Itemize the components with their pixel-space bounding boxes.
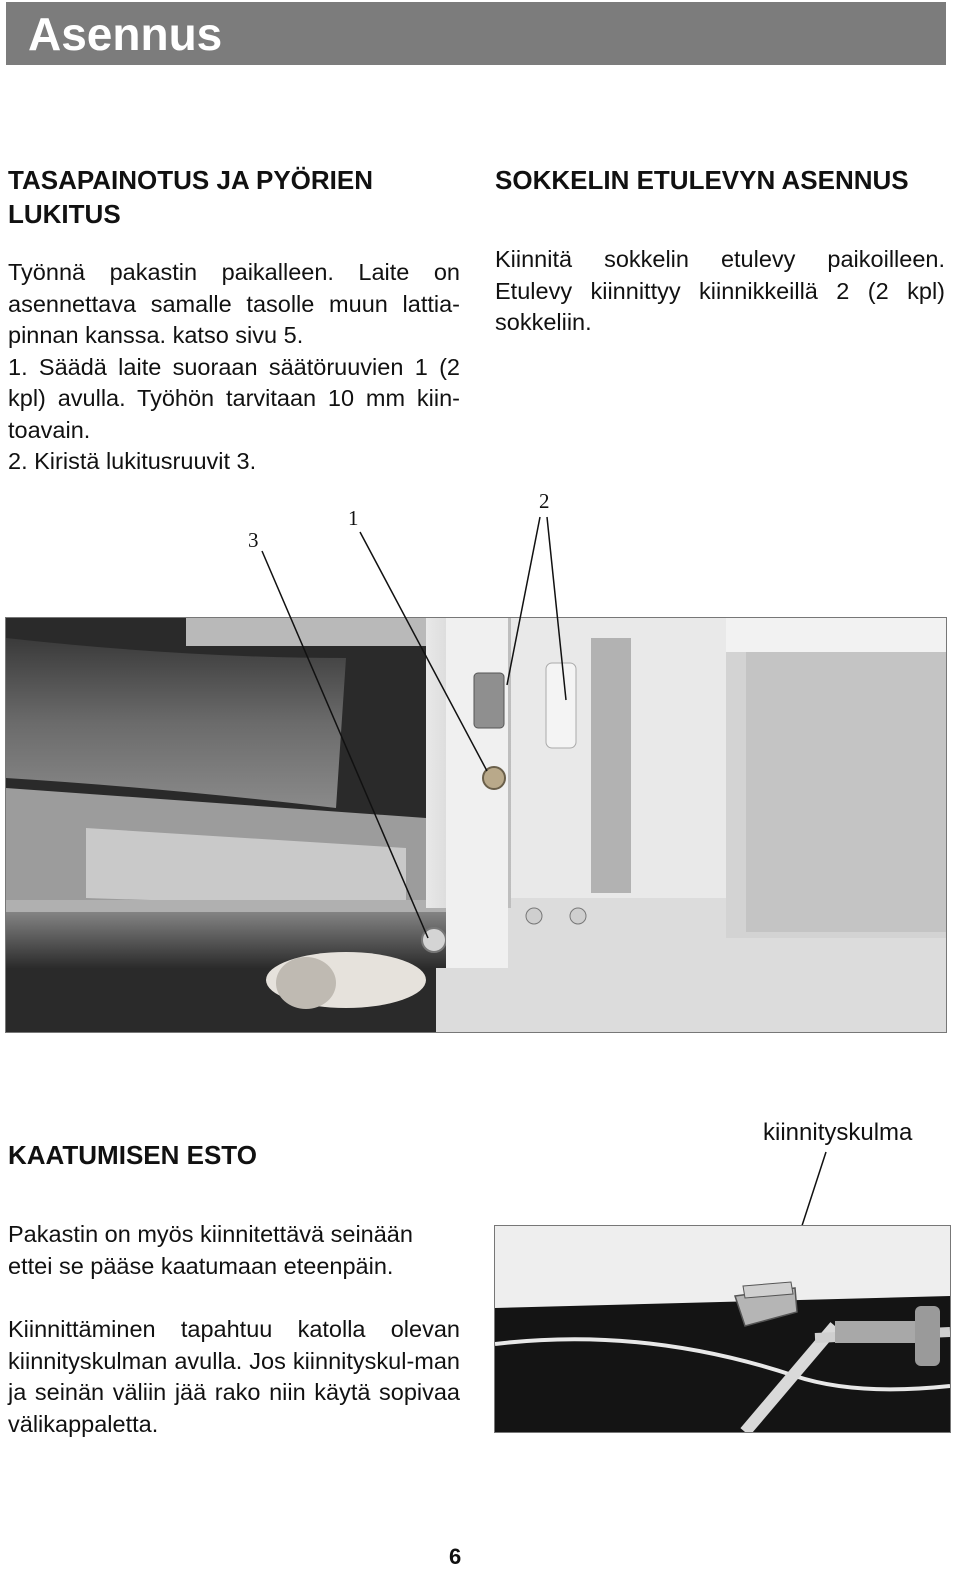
plinth-paragraph: Kiinnitä sokkelin etulevy paikoilleen. Etulevy kiinnittyy kiinnikkeillä 2 (2 kpl) sokkeliin. [495, 246, 945, 335]
tip-prevention-paragraph-2: Kiinnittäminen tapahtuu katolla olevan kiinnityskulman avulla. Jos kiinnityskul-man ja seinän väliin jää rako niin käytä sopivaa välikappaletta. [8, 1316, 460, 1437]
balancing-paragraph-2: 1. Säädä laite suoraan säätöruuvien 1 (2 kpl) avulla. Työhön tarvitaan 10 mm kiin-toavain. [8, 353, 460, 443]
balancing-paragraph-1: Työnnä pakastin paikalleen. Laite on asennettava samalle tasolle muun lattia-pinnan kanssa. katso sivu 5. [8, 259, 460, 348]
heading-balancing-line1: TASAPAINOTUS JA PYÖRIEN [8, 165, 374, 195]
leader-line-2a [507, 517, 540, 685]
leader-line-1 [360, 532, 487, 771]
page-title: Asennus [28, 8, 223, 60]
heading-balancing-line2: LUKITUS [8, 199, 121, 229]
tip-prevention-text [8, 1219, 460, 1440]
callout-bracket-label: kiinnityskulma [763, 1119, 913, 1146]
wall-bracket-photo-illustration [495, 1226, 950, 1432]
wall-bracket-photo [494, 1225, 951, 1433]
tip-prevention-paragraph-1: Pakastin on myös kiinnitettävä seinään ettei se pääse kaatumaan eteenpäin. [8, 1221, 413, 1279]
callout-number-1: 1 [348, 506, 359, 530]
heading-tip-prevention: KAATUMISEN ESTO [8, 1140, 257, 1170]
leader-line-2b [547, 517, 566, 700]
heading-plinth: SOKKELIN ETULEVYN ASENNUS [495, 165, 909, 195]
balancing-paragraph-3: 2. Kiristä lukitusruuvit 3. [8, 448, 257, 474]
callout-number-3: 3 [248, 528, 259, 552]
leader-line-3 [262, 551, 428, 938]
callout-number-2: 2 [539, 489, 550, 513]
page-number: 6 [449, 1544, 462, 1569]
